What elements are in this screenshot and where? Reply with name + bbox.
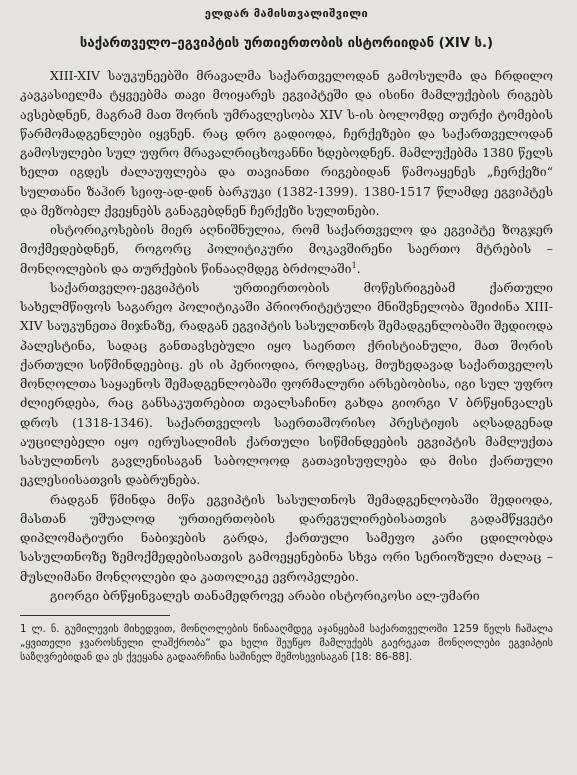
paragraph-4: რადგან წმინდა მიწა ეგვიპტის სასულთნოს შემადგენლობაში შედიოდა, მასთან უშუალოდ ურთიერთობის დარეგულირებისათვის გადამწყვეტი დიპლომატიური ნაბიჯების გარდა, ქართული სამეფო კარი ცდილობდა სასულთნოზე ზემოქმედებისათვის გამოეყენებინა სხვა ორი სერიოზული ძალაც – მუსლიმანი მონღოლები და კათოლიკე ევროპელები. xyxy=(20,491,553,584)
footnote-marker: 1 xyxy=(351,260,357,270)
paragraph-3: საქართველო-ეგვიპტის ურთიერთობის მოწესრიგებამ ქართული სახელმწიფოს საგარეო პოლიტიკაში პრიორიტეტული მნიშვნელობა შეიძინა XIII-XIV საუკუნეთა მიჯნაზე, რადგან ეგვიპტის სასულთნოს შემადგენლობაში შედიოდა პალესტინა, სადაც განთავსებული იყო საერთო ქრისტიანული, მათ შორის ქართული სიწმინდეებიც. ეს ის პერიოდია, როდესაც, მიუხედავად საქართველოს მონღოლთა საყაენოს შემადგენლობაში ფორმალური არსებობისა, იგი სულ უფრო ძლიერდება, რაც განსაკუთრებით თვალსაჩინო გახდა გიორგი V ბრწყინვალეს დროს (1318-1346). საქართველოს საერთაშორისო პრესტიჟის აღსადგენად აუცილებელი იყო იერუსალიმის ქართული სიწმინდეების ეგვიპტის მამლუქთა სასულთნოს გავლენისაგან საბოლოოდ გათავისუფლება და მისი ქართული ეკლესიისათვის დაბრუნება. xyxy=(20,279,553,488)
paragraph-2-text: ისტორიკოსების მიერ აღნიშნულია, რომ საქართველო და ეგვიპტე ზოგჯერ მოქმედებდნენ, როგორც პოლიტიკური მოკავშირენი საერთო მტრების – მონღოლების და თურქების წინააღმდეგ ბრძოლაში xyxy=(20,222,553,276)
footnote-1: 1 ლ. ნ. გუმილევის მიხედვით, მონღოლების წინააღმდეგ აჯანყებამ საქართველოში 1259 წელს ჩაშალა „ყვითელი ჯვაროსნული ლაშქრობა“ და ხელი შეუწყო მამლუქებს გაერეკათ მონღოლები ეგვიპტის საზღვრებიდან და ეს ქვეყანა გადაარჩინა საშინელ შემოსევისაგან [18: 86-88]. xyxy=(20,623,553,663)
article-title: საქართველო–ეგვიპტის ურთიერთობის ისტორიიდან (XIV ს.) xyxy=(79,36,494,51)
article-body xyxy=(20,66,553,605)
paragraph-5: გიორგი ბრწყინვალეს თანამედროვე არაბი ისტორიკოსი ალ-უმარი xyxy=(50,587,480,603)
running-head: ელდარ მამისთვალიშვილი xyxy=(204,7,369,20)
paragraph-2: ისტორიკოსების მიერ აღნიშნულია, რომ საქართველო და ეგვიპტე ზოგჯერ მოქმედებდნენ, როგორც პოლიტიკური მოკავშირენი საერთო მტრების – მონღოლების და თურქების წინააღმდეგ ბრძოლაში$^1$. xyxy=(20,222,553,276)
paragraph-1: XIII-XIV საუკუნეებში მრავალმა საქართველოდან გამოსულმა და ჩრდილო კავკასიელმა ტყვეებმა თავი მოიყარეს ეგვიპტეში და ისინი მამლუქების რიგებს ავსებდნენ, მაგრამ მათ შორის უმრავლესობა XIV ს-ის ბოლომდე თურქი ტომების წარმომადგენლები იყვნენ. რაც დრო გადიოდა, ჩერქეზები და საქართველოდან გამოსულები სულ უფრო მრავალრიცხოვანნი ხდებოდნენ. მამლუქებმა 1380 წელს ხელთ იგდეს ძალაუფლება და თავიანთი რიგებიდან წამოაყენეს „ჩერქეზი“ სულთანი ზაჰირ სეიფ-ად-დინ ბარკუკი (1382-1399). 1380-1517 წლამდე ეგვიპტეს და მეზობელ ქვეყნებს განაგებდნენ ჩერქეზი სულთნები. xyxy=(20,68,553,218)
footnote-divider xyxy=(20,615,170,616)
